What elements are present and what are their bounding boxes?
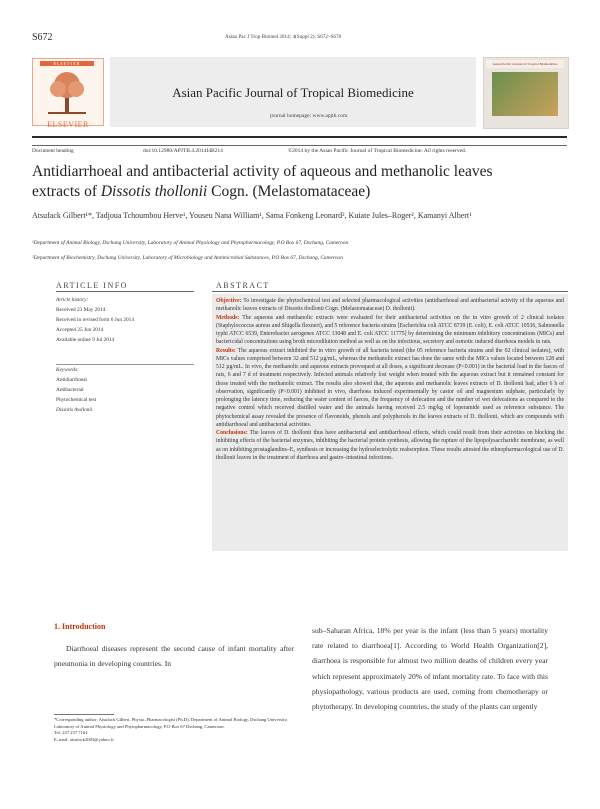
keywords-label: Keywords: (56, 367, 79, 373)
affiliation-2: ²Department of Biochemistry, Dschang University, Laboratory of Microbiology and Antimicrobial Substances, P.O Box 67, Dschang, Cameroon (32, 255, 343, 261)
title-line-1: Antidiarrhoeal and antibacterial activity of aqueous and methanolic leaves (32, 163, 493, 180)
publisher-name: ELSEVIER (47, 120, 89, 129)
header-rule (32, 136, 567, 138)
history-item: Accepted 25 Jun 2014 (56, 327, 104, 333)
introduction-heading: 1. Introduction (54, 622, 106, 631)
history-label: Article history: (56, 297, 89, 303)
journal-title: Asian Pacific Journal of Tropical Biomedicine (172, 85, 414, 100)
running-header: Asian Pac J Trop Biomed 2014; 4(Suppl 2): S672–S678 (225, 34, 342, 40)
cover-image (492, 72, 558, 116)
article-info-heading: ARTICLE INFO (56, 281, 128, 290)
author-email[interactable]: E–mail: atsufack2003@yahoo.fr (54, 736, 114, 742)
history-item: Available online 9 Jul 2014 (56, 337, 115, 343)
keyword: Antibacterial (56, 387, 84, 393)
abstract-objective: Objective: To investigate the phytochemical test and selected pharmacological activities (antidiarrhoeal and antibacterial activity of the aqueous and methanolic leaves extracts of Dissotis thollonii Cogn. (Melastomataceae) D. thollonii). (216, 298, 564, 313)
meta-rule (32, 145, 567, 146)
abstract-text (216, 297, 564, 462)
species-name: Dissotis thollonii (100, 183, 208, 200)
journal-homepage: journal homepage: www.apjtb.com (270, 113, 348, 119)
affiliation-1: ¹Department of Animal Biology, Dschang University, Laboratory of Animal Physiology and Phytopharmacology, P.O Box 67, Dschang, Cameroon (32, 240, 349, 246)
article-info-rule (56, 291, 194, 292)
cover-title: Asian Pacific Journal of Tropical Biomedicine (486, 60, 564, 68)
corresponding-author-footnote: *Corresponding author: Atsufack Gilbert, Physio–Pharmacologist (Ph.D), Department of Animal Biology, Dschang University, Laboratory of Animal Physiology and Phytopharmacology, P.O Box 67 Dschang, Cameroon. Tel: 237 237 7164 E–mail: atsufack2003@yahoo.fr (54, 717, 294, 743)
tree-icon (44, 69, 90, 115)
abstract-heading: ABSTRACT (216, 281, 270, 290)
doi[interactable]: doi:10.12980/APJTB.4.2014I4B214 (143, 148, 223, 154)
paper-title (32, 162, 572, 202)
authors: Atsufack Gilbert¹*, Tadjoua Tchoumbou Herve¹, Youseu Nana William¹, Sama Fonkeng Leonard², Kuiate Jules–Roger², Kamanyi Albert¹ (32, 211, 472, 220)
history-item: Received 23 May 2014 (56, 307, 106, 313)
abstract-methods: Methods: The aqueous and methanolic extracts were evaluated for their antibacterial activities on the in vitro growth of 2 clinical isolates (Staphylococcus aureus and Shigella flexneri), and 5 reference bacteria strains [Escherichia coli ATCC 8739 (E. coli), E. coli ATCC 10536, Salmonella typhi ATCC 6539, Enterobacter aerogenes ATCC 13048 and E. coli ATCC 11775] by determining the minimum inhibitory concentrations (MICs) and bactericidal concentrations using broth microdilution method as well as on the infectious, secretory and osmotic induced diarrhoea models in rats. (216, 314, 564, 346)
intro-right-column: sub–Saharan Africa, 18% per year is the infant (less than 5 years) mortality rate related to diarrhoea[1]. According to World Health Organization[2], diarrhoea is responsible for almost two million deaths of children every year which represent approximately 20% of infant mortality rate. To face with this physiopathology, various products are used, coming from chemotherapy or phytotherapy. In developing countries, the study of the plants can urgently (312, 626, 548, 712)
abstract-conclusions: Conclusions: The leaves of D. thollonii thus have antibacterial and antidiarrhoeal effects, which could result from their activities on blocking the inhibiting effects of the bacterial enzymes, inhibiting the bacterial protein synthesis, allowing the rupture of the lipopolysaccharidic membrane, as well as on inhibiting prostaglandins–E₂ synthesis or increasing the hydroelectrolytic reabsorption. These results attested the ethnopharmacological use of D. thollonii leaves in the treatment of diarrhoea and gastro–intestinal infections. (216, 430, 564, 461)
document-heading: Document heading (32, 148, 74, 154)
keyword: Dissotis thollonii (56, 407, 93, 413)
intro-left-column: Diarrhoeal diseases represent the second cause of infant mortality after pneumonia in developing countries. In (54, 644, 294, 669)
title-line-2: extracts of Dissotis thollonii Cogn. (Melastomataceae) (32, 183, 371, 200)
history-item: Received in revised form 6 Jun 2014 (56, 317, 134, 323)
keyword: Phytochemical test (56, 397, 97, 403)
copyright: ©2014 by the Asian Pacific Journal of Tropical Biomedicine. All rights reserved. (288, 148, 467, 154)
abstract-results: Results: The aqueous extract inhibited the in vitro growth of all bacteria tested (the 05 reference bacteria strains and the 02 clinical isolates), with MICs values comprised between 32 and 512 µg/mL, whereas the methanolic extract has done the same with the MICs values located between 128 and 512 µg/mL. In vivo, the methanolic and aqueous extracts provoqued at all doses, a significant decrease (P<0.001) in the bacterial load in the faeces of rats, 6 and 7 d of treatment respectively. Infected animals relatively lost weight when treated with the aqueous extract but it remained constant for those treated with the methanolic extract. The results also showed that, the aqueous and methanolic leaves extracts of D. thollonii had, after 6 h of observation, significantly (P<0.001) inhibited in vivo, diarrhoea induced experimentally by castor oil and magnesium sulphate, particularly by prolonging the latency time, reducing the water content of faeces, the frequency of defecation and the number of wet defecations as compared to the negative control which received distilled water and the animals having received 2.5 mg/kg of loperamide used as reference substance. The phytochemical assay revealed the presence of flavonoids, phenols and polyphenols in the leaves extracts of D. thollonii, which are compounds with antidiarrhoeal and antibacterial activities. (216, 347, 565, 428)
abstract-rule (212, 291, 568, 292)
homepage-link[interactable]: www.apjtb.com (312, 113, 348, 119)
keyword: Antidiarrhoeal (56, 377, 87, 383)
article-info-divider (56, 364, 194, 365)
page-number: S672 (32, 32, 53, 43)
footnote-rule (54, 714, 114, 715)
logo-banner: ELSEVIER (40, 61, 94, 66)
